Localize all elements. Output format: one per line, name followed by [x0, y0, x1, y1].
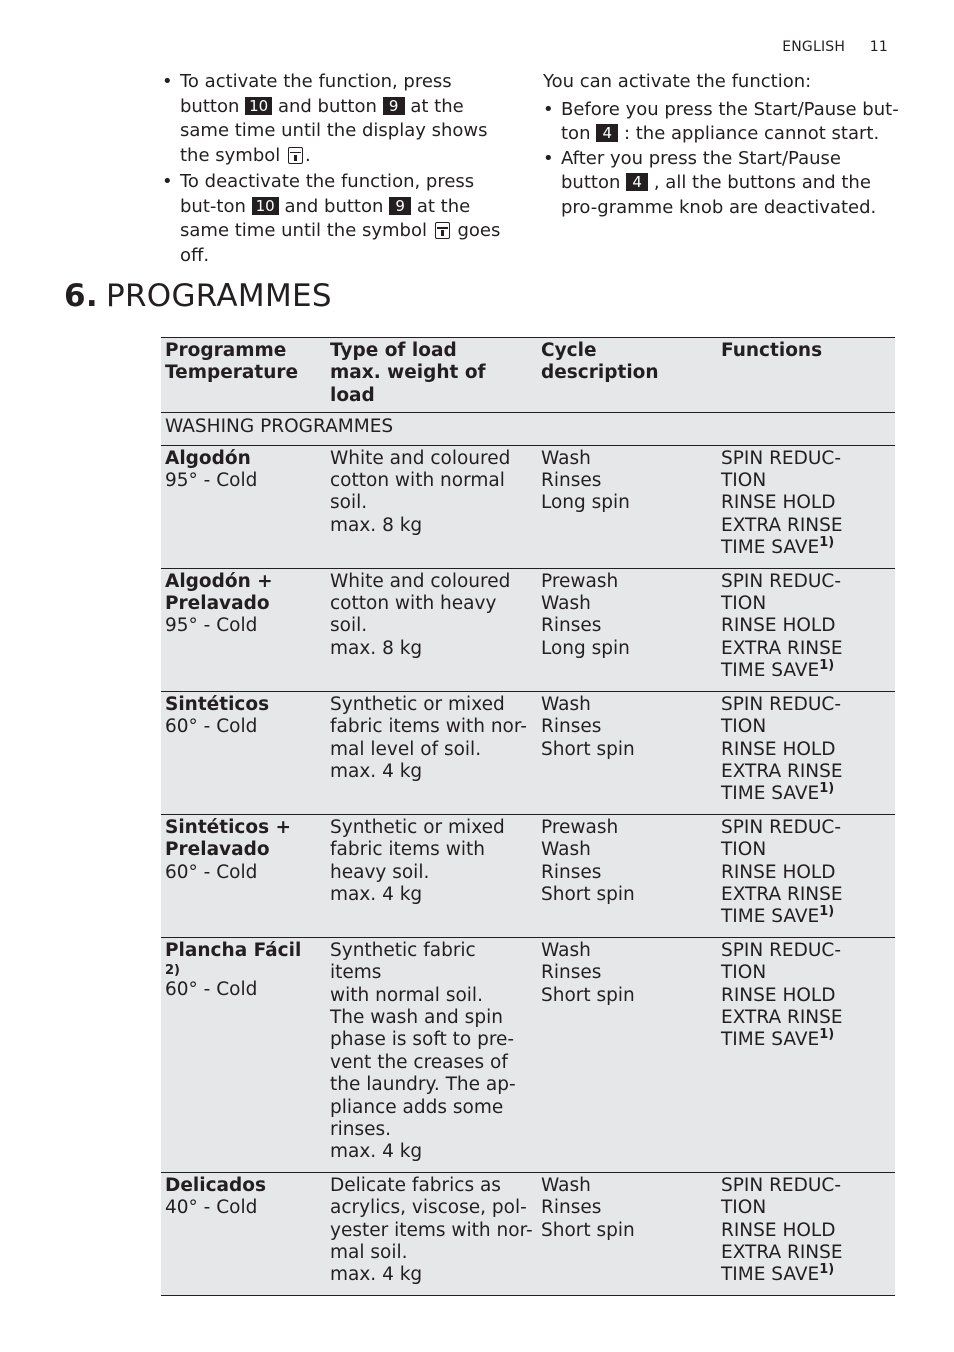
cycle-line: [541, 940, 713, 962]
header-functions: [717, 338, 895, 413]
line-text: Wash: [541, 693, 591, 715]
line-text: phase is soft to pre-: [330, 1029, 515, 1051]
line-text: cotton with normal: [330, 470, 505, 492]
cycle-line: [541, 716, 713, 738]
programme-name: Sintéticos: [165, 693, 270, 715]
cycle-line: [541, 1175, 713, 1197]
line-text: pliance adds some: [330, 1096, 504, 1118]
load-cell: [326, 445, 537, 568]
programme-temperature: 60° - Cold: [165, 716, 258, 738]
functions-cell: [717, 814, 895, 937]
function-line: [721, 515, 891, 537]
line-text: EXTRA RINSE: [721, 514, 843, 536]
load-line: [330, 1007, 533, 1029]
line-text: max. 4 kg: [330, 760, 423, 782]
function-line: [721, 884, 891, 906]
load-line: [330, 1097, 533, 1119]
function-line: [721, 615, 891, 637]
footnote-ref: 1): [819, 1262, 835, 1278]
line-text: Short spin: [541, 883, 635, 905]
table-row: [161, 445, 895, 568]
line-text: SPIN REDUC-: [721, 570, 841, 592]
line-text: Prewash: [541, 570, 619, 592]
line-text: TION: [721, 839, 767, 861]
load-line: [330, 694, 533, 716]
load-line: [330, 1242, 533, 1264]
cycle-line: [541, 448, 713, 470]
text: at the same time until the symbol: [180, 195, 471, 241]
functions-cell: [717, 1172, 895, 1295]
header-text: Cycle: [541, 340, 597, 361]
function-line: [721, 1175, 891, 1197]
load-line: [330, 940, 533, 985]
functions-cell: [717, 691, 895, 814]
line-text: EXTRA RINSE: [721, 760, 843, 782]
button-4-label: 4: [596, 124, 618, 142]
load-cell: [326, 691, 537, 814]
function-line: [721, 1197, 891, 1219]
section-title: PROGRAMMES: [105, 278, 332, 314]
line-text: Rinses: [541, 615, 602, 637]
footnote-ref: 2): [165, 963, 180, 979]
line-text: Long spin: [541, 492, 630, 514]
load-line: [330, 839, 533, 861]
line-text: SPIN REDUC-: [721, 693, 841, 715]
section-label: WASHING PROGRAMMES: [161, 413, 895, 445]
cycle-cell: [537, 445, 717, 568]
table-row: [161, 937, 895, 1172]
section-number: 6.: [64, 278, 98, 314]
text: .: [305, 144, 311, 166]
line-text: Wash: [541, 839, 591, 861]
function-line: [721, 906, 891, 928]
left-column: [162, 70, 514, 268]
line-text: TIME SAVE: [721, 537, 820, 559]
line-text: max. 8 kg: [330, 514, 423, 536]
page-header: [762, 39, 888, 55]
programme-cell: [161, 814, 326, 937]
function-line: [721, 940, 891, 962]
line-text: RINSE HOLD: [721, 738, 836, 760]
function-line: [721, 839, 891, 861]
line-text: EXTRA RINSE: [721, 1006, 843, 1028]
programme-cell: [161, 937, 326, 1172]
text: Before you press the Start/Pause but-ton: [561, 98, 899, 144]
programme-name: Sintéticos + Prelavado: [165, 816, 292, 861]
header-text: Functions: [721, 340, 823, 361]
line-text: TION: [721, 470, 767, 492]
language-label: ENGLISH: [782, 39, 846, 55]
cycle-line: [541, 839, 713, 861]
line-text: RINSE HOLD: [721, 492, 836, 514]
function-line: [721, 1220, 891, 1242]
page-number: 11: [869, 39, 888, 55]
button-4-label: 4: [626, 173, 648, 191]
functions-cell: [717, 937, 895, 1172]
cycle-line: [541, 470, 713, 492]
load-cell: [326, 814, 537, 937]
button-10-label: 10: [245, 97, 272, 115]
cycle-line: [541, 694, 713, 716]
line-text: RINSE HOLD: [721, 861, 836, 883]
programme-temperature: 95° - Cold: [165, 470, 258, 492]
load-line: [330, 571, 533, 593]
cycle-line: [541, 739, 713, 761]
line-text: soil.: [330, 615, 368, 637]
text: : the appliance cannot start.: [623, 123, 880, 144]
button-9-label: 9: [389, 197, 411, 215]
programme-name: Algodón: [165, 447, 251, 469]
load-line: [330, 739, 533, 761]
load-line: [330, 1074, 533, 1096]
line-text: Prewash: [541, 816, 619, 838]
line-text: The wash and spin: [330, 1006, 503, 1028]
text: and button: [284, 195, 384, 217]
line-text: Rinses: [541, 1197, 602, 1219]
function-line: [721, 761, 891, 783]
functions-cell: [717, 445, 895, 568]
load-line: [330, 515, 533, 537]
function-line: [721, 537, 891, 559]
line-text: Synthetic fabric items: [330, 939, 476, 984]
function-line: [721, 694, 891, 716]
section-heading: [64, 278, 332, 314]
table-row: [161, 568, 895, 691]
right-column: [543, 70, 903, 220]
text: at the same time until the display shows the symbol: [180, 95, 488, 166]
table-row: [161, 1172, 895, 1295]
function-line: [721, 1264, 891, 1286]
line-text: RINSE HOLD: [721, 984, 836, 1006]
load-line: [330, 716, 533, 738]
programmes-table: [161, 337, 895, 1296]
line-text: fabric items with nor-: [330, 716, 527, 738]
load-line: [330, 638, 533, 660]
line-text: max. 4 kg: [330, 1264, 423, 1286]
function-line: [721, 862, 891, 884]
function-line: [721, 1029, 891, 1051]
line-text: EXTRA RINSE: [721, 1242, 843, 1264]
line-text: White and coloured: [330, 447, 511, 469]
load-cell: [326, 1172, 537, 1295]
function-line: [721, 1242, 891, 1264]
cycle-cell: [537, 814, 717, 937]
load-line: [330, 985, 533, 1007]
header-text: Programme: [165, 340, 287, 361]
text: After you press the Start/Pause button: [561, 147, 841, 193]
line-text: SPIN REDUC-: [721, 1174, 841, 1196]
line-text: Short spin: [541, 738, 635, 760]
load-line: [330, 1220, 533, 1242]
cycle-line: [541, 817, 713, 839]
line-text: Rinses: [541, 716, 602, 738]
function-line: [721, 660, 891, 682]
function-line: [721, 985, 891, 1007]
button-10-label: 10: [252, 197, 279, 215]
line-text: Synthetic or mixed: [330, 693, 505, 715]
cycle-cell: [537, 691, 717, 814]
line-text: heavy soil.: [330, 861, 430, 883]
line-text: SPIN REDUC-: [721, 939, 841, 961]
header-cycle: [537, 338, 717, 413]
line-text: max. 8 kg: [330, 637, 423, 659]
function-line: [721, 638, 891, 660]
programme-temperature: 60° - Cold: [165, 861, 258, 883]
load-line: [330, 817, 533, 839]
line-text: mal soil.: [330, 1242, 408, 1264]
text: , all the buttons and the pro-gramme knob are deactivated.: [561, 172, 877, 218]
before-start-instruction: [543, 98, 903, 147]
line-text: Rinses: [541, 470, 602, 492]
load-line: [330, 1119, 533, 1141]
cycle-line: [541, 862, 713, 884]
programme-cell: [161, 691, 326, 814]
footnote-ref: 1): [819, 904, 835, 920]
load-line: [330, 1052, 533, 1074]
header-text: description: [541, 362, 659, 384]
header-text: max. weight of load: [330, 362, 486, 406]
cycle-line: [541, 1197, 713, 1219]
programme-temperature: 95° - Cold: [165, 615, 258, 637]
programme-name: Algodón + Prelavado: [165, 570, 273, 615]
line-text: Short spin: [541, 984, 635, 1006]
line-text: RINSE HOLD: [721, 615, 836, 637]
function-line: [721, 448, 891, 470]
line-text: with normal soil.: [330, 984, 483, 1006]
button-9-label: 9: [383, 97, 405, 115]
header-programme: [161, 338, 326, 413]
function-line: [721, 716, 891, 738]
load-line: [330, 615, 533, 637]
line-text: Wash: [541, 939, 591, 961]
line-text: max. 4 kg: [330, 1141, 423, 1163]
functions-cell: [717, 568, 895, 691]
text: To deactivate the function, press but-ton: [180, 171, 475, 217]
programme-cell: [161, 445, 326, 568]
cycle-line: [541, 884, 713, 906]
line-text: Wash: [541, 447, 591, 469]
line-text: Rinses: [541, 861, 602, 883]
programme-temperature: 40° - Cold: [165, 1197, 258, 1219]
text: goes off.: [180, 220, 501, 266]
after-start-instruction: [543, 147, 903, 221]
cycle-line: [541, 615, 713, 637]
line-text: the laundry. The ap-: [330, 1074, 516, 1096]
text: and button: [277, 95, 377, 117]
line-text: TIME SAVE: [721, 906, 820, 928]
load-line: [330, 448, 533, 470]
header-load: [326, 338, 537, 413]
line-text: mal level of soil.: [330, 738, 482, 760]
footnote-ref: 1): [819, 535, 835, 551]
function-line: [721, 470, 891, 492]
programme-name: Plancha Fácil: [165, 939, 302, 961]
function-line: [721, 593, 891, 615]
cycle-line: [541, 492, 713, 514]
child-lock-icon: [435, 222, 450, 239]
line-text: Rinses: [541, 962, 602, 984]
line-text: EXTRA RINSE: [721, 637, 843, 659]
function-line: [721, 783, 891, 805]
cycle-cell: [537, 937, 717, 1172]
line-text: SPIN REDUC-: [721, 816, 841, 838]
load-cell: [326, 937, 537, 1172]
cycle-line: [541, 638, 713, 660]
line-text: yester items with nor-: [330, 1219, 533, 1241]
programme-cell: [161, 568, 326, 691]
cycle-line: [541, 593, 713, 615]
function-line: [721, 962, 891, 984]
line-text: cotton with heavy: [330, 593, 497, 615]
footnote-ref: 1): [819, 658, 835, 674]
line-text: TIME SAVE: [721, 783, 820, 805]
line-text: Delicate fabrics as: [330, 1174, 501, 1196]
table-row: [161, 814, 895, 937]
table-header-row: [161, 338, 895, 413]
deactivate-instruction: [162, 170, 514, 268]
load-line: [330, 884, 533, 906]
header-text: Temperature: [165, 362, 299, 384]
line-text: vent the creases of: [330, 1051, 508, 1073]
line-text: EXTRA RINSE: [721, 883, 843, 905]
line-text: SPIN REDUC-: [721, 447, 841, 469]
cycle-line: [541, 962, 713, 984]
line-text: Long spin: [541, 637, 630, 659]
function-line: [721, 571, 891, 593]
header-text: Type of load: [330, 340, 457, 361]
programme-name: Delicados: [165, 1174, 267, 1196]
load-line: [330, 1141, 533, 1163]
cycle-line: [541, 985, 713, 1007]
load-line: [330, 492, 533, 514]
line-text: TIME SAVE: [721, 1029, 820, 1051]
line-text: TION: [721, 962, 767, 984]
line-text: White and coloured: [330, 570, 511, 592]
activation-intro: You can activate the function:: [543, 71, 812, 92]
function-line: [721, 492, 891, 514]
load-line: [330, 862, 533, 884]
function-line: [721, 739, 891, 761]
load-line: [330, 1175, 533, 1197]
line-text: TION: [721, 1197, 767, 1219]
line-text: max. 4 kg: [330, 883, 423, 905]
line-text: fabric items with: [330, 839, 485, 861]
cycle-cell: [537, 1172, 717, 1295]
line-text: Wash: [541, 593, 591, 615]
line-text: Synthetic or mixed: [330, 816, 505, 838]
line-text: RINSE HOLD: [721, 1219, 836, 1241]
programme-temperature: 60° - Cold: [165, 979, 258, 1001]
footnote-ref: 1): [819, 1027, 835, 1043]
line-text: Wash: [541, 1174, 591, 1196]
cycle-line: [541, 571, 713, 593]
line-text: soil.: [330, 492, 368, 514]
footnote-ref: 1): [819, 781, 835, 797]
cycle-line: [541, 1220, 713, 1242]
line-text: TIME SAVE: [721, 660, 820, 682]
table-row: [161, 691, 895, 814]
child-lock-icon: [288, 147, 303, 164]
cycle-cell: [537, 568, 717, 691]
load-line: [330, 593, 533, 615]
programme-cell: [161, 1172, 326, 1295]
line-text: rinses.: [330, 1119, 392, 1140]
line-text: TIME SAVE: [721, 1264, 820, 1286]
load-line: [330, 761, 533, 783]
function-line: [721, 817, 891, 839]
load-line: [330, 470, 533, 492]
line-text: TION: [721, 716, 767, 738]
text: To activate the function, press button: [180, 71, 452, 117]
load-line: [330, 1264, 533, 1286]
section-row: [161, 413, 895, 445]
function-line: [721, 1007, 891, 1029]
line-text: Short spin: [541, 1219, 635, 1241]
load-cell: [326, 568, 537, 691]
activate-instruction: [162, 70, 514, 168]
load-line: [330, 1029, 533, 1051]
line-text: acrylics, viscose, pol-: [330, 1197, 527, 1219]
load-line: [330, 1197, 533, 1219]
line-text: TION: [721, 593, 767, 615]
